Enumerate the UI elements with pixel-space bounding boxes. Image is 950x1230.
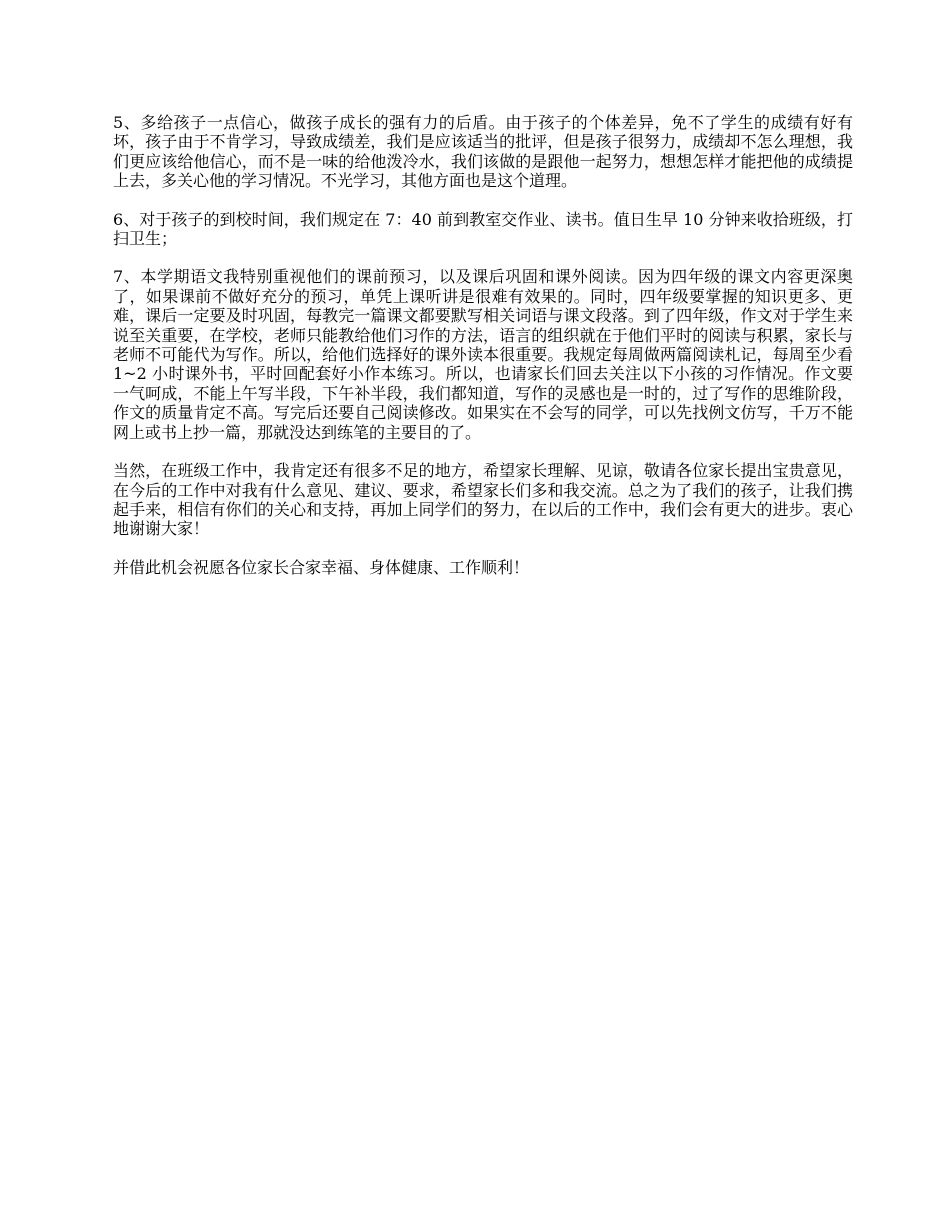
paragraph-closing-thanks: 当然，在班级工作中，我肯定还有很多不足的地方，希望家长理解、见谅，敬请各位家长提出宝贵意见，在今后的工作中对我有什么意见、建议、要求，希望家长们多和我交流。总之为了我们的孩子，让我们携起手来，相信有你们的关心和支持，再加上同学们的努力，在以后的工作中，我们会有更大的进步。衷心地谢谢大家！: [113, 461, 853, 539]
paragraph-closing-wishes: 并借此机会祝愿各位家长合家幸福、身体健康、工作顺利！: [113, 557, 530, 577]
document-page: [113, 113, 853, 596]
paragraph-item-7-chinese-study: 7、本学期语文我特别重视他们的课前预习，以及课后巩固和课外阅读。因为四年级的课文内容更深奥了，如果课前不做好充分的预习，单凭上课听讲是很难有效果的。同时，四年级要掌握的知识更多、更难，课后一定要及时巩固，每教完一篇课文都要默写相关词语与课文段落。到了四年级，作文对于学生来说至关重要，在学校，老师只能教给他们习作的方法，语言的组织就在于他们平时的阅读与积累，家长与老师不可能代为写作。所以，给他们选择好的课外读本很重要。我规定每周做两篇阅读札记，每周至少看 1~2 小时课外书，平时回配套好小作本练习。所以，也请家长们回去关注以下小孩的习作情况。作文要一气呵成，不能上午写半段，下午补半段，我们都知道，写作的灵感也是一时的，过了写作的思维阶段，作文的质量肯定不高。写完后还要自己阅读修改。如果实在不会写的同学，可以先找例文仿写，千万不能网上或书上抄一篇，那就没达到练笔的主要目的了。: [113, 267, 853, 442]
paragraph-item-5-confidence: 5、多给孩子一点信心，做孩子成长的强有力的后盾。由于孩子的个体差异，免不了学生的成绩有好有坏，孩子由于不肯学习，导致成绩差，我们是应该适当的批评，但是孩子很努力，成绩却不怎么理想，我们更应该给他信心，而不是一味的给他泼冷水，我们该做的是跟他一起努力，想想怎样才能把他的成绩提上去，多关心他的学习情况。不光学习，其他方面也是这个道理。: [113, 113, 853, 191]
paragraph-item-6-arrival-time: 6、对于孩子的到校时间，我们规定在 7：40 前到教室交作业、读书。值日生早 10 分钟来收拾班级，打扫卫生；: [113, 209, 853, 249]
